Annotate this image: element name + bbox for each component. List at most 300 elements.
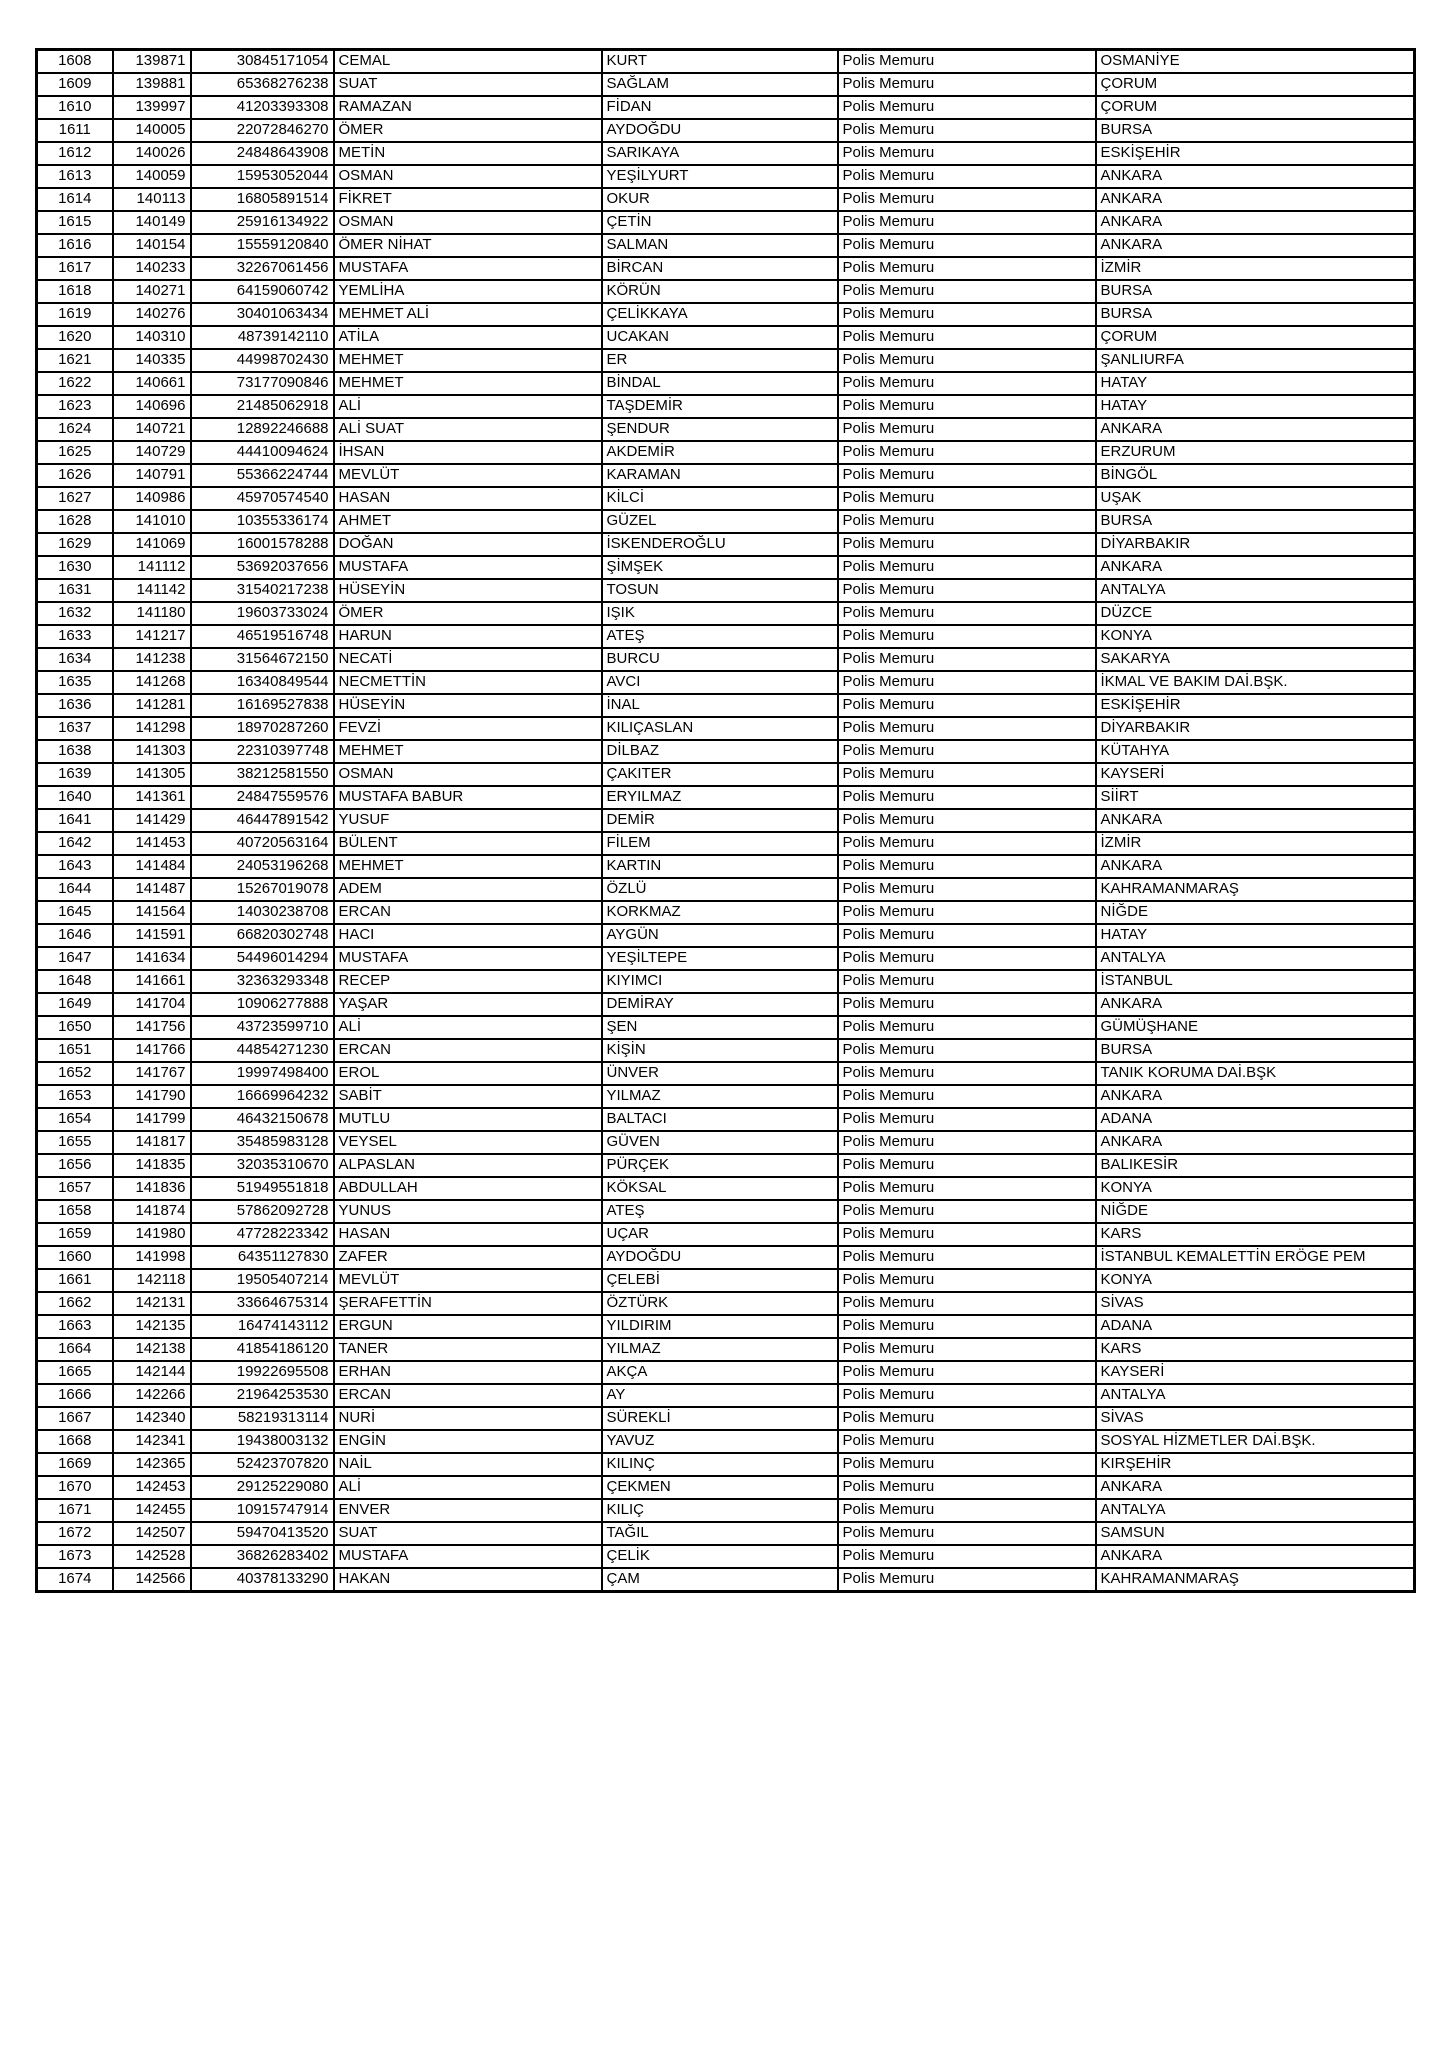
table-row — [37, 211, 1415, 234]
cell-last-name: AYDOĞDU — [602, 1246, 838, 1269]
table-row — [37, 602, 1415, 625]
cell-national-id: 44410094624 — [191, 441, 334, 464]
cell-national-id: 36826283402 — [191, 1545, 334, 1568]
cell-title: Polis Memuru — [838, 395, 1096, 418]
cell-registry-no: 141487 — [113, 878, 191, 901]
cell-title: Polis Memuru — [838, 648, 1096, 671]
cell-sequence-no: 1637 — [37, 717, 113, 740]
cell-city: OSMANİYE — [1096, 50, 1415, 74]
cell-registry-no: 141238 — [113, 648, 191, 671]
cell-last-name: GÜVEN — [602, 1131, 838, 1154]
cell-title: Polis Memuru — [838, 234, 1096, 257]
cell-title: Polis Memuru — [838, 1453, 1096, 1476]
cell-last-name: AVCI — [602, 671, 838, 694]
cell-last-name: ATEŞ — [602, 1200, 838, 1223]
cell-national-id: 16001578288 — [191, 533, 334, 556]
cell-city: ANKARA — [1096, 234, 1415, 257]
cell-sequence-no: 1659 — [37, 1223, 113, 1246]
cell-registry-no: 141453 — [113, 832, 191, 855]
cell-last-name: YEŞİLYURT — [602, 165, 838, 188]
cell-registry-no: 142118 — [113, 1269, 191, 1292]
cell-registry-no: 140696 — [113, 395, 191, 418]
cell-sequence-no: 1633 — [37, 625, 113, 648]
cell-city: ANKARA — [1096, 165, 1415, 188]
cell-title: Polis Memuru — [838, 326, 1096, 349]
cell-city: ÇORUM — [1096, 326, 1415, 349]
cell-title: Polis Memuru — [838, 671, 1096, 694]
cell-first-name: HASAN — [334, 487, 602, 510]
cell-title: Polis Memuru — [838, 119, 1096, 142]
cell-city: HATAY — [1096, 924, 1415, 947]
cell-last-name: FİDAN — [602, 96, 838, 119]
cell-last-name: SAĞLAM — [602, 73, 838, 96]
cell-sequence-no: 1669 — [37, 1453, 113, 1476]
cell-city: KAHRAMANMARAŞ — [1096, 878, 1415, 901]
table-row — [37, 970, 1415, 993]
cell-last-name: ÇAKITER — [602, 763, 838, 786]
cell-registry-no: 140729 — [113, 441, 191, 464]
cell-sequence-no: 1623 — [37, 395, 113, 418]
cell-national-id: 47728223342 — [191, 1223, 334, 1246]
cell-national-id: 29125229080 — [191, 1476, 334, 1499]
cell-first-name: HAKAN — [334, 1568, 602, 1592]
cell-first-name: MEHMET — [334, 349, 602, 372]
cell-national-id: 30845171054 — [191, 50, 334, 74]
cell-last-name: SARIKAYA — [602, 142, 838, 165]
cell-registry-no: 141661 — [113, 970, 191, 993]
table-row — [37, 464, 1415, 487]
cell-city: DİYARBAKIR — [1096, 533, 1415, 556]
cell-national-id: 16669964232 — [191, 1085, 334, 1108]
table-row — [37, 1499, 1415, 1522]
table-row — [37, 1315, 1415, 1338]
cell-national-id: 22310397748 — [191, 740, 334, 763]
cell-registry-no: 140986 — [113, 487, 191, 510]
cell-national-id: 24053196268 — [191, 855, 334, 878]
cell-last-name: TAŞDEMİR — [602, 395, 838, 418]
table-row — [37, 96, 1415, 119]
cell-first-name: ABDULLAH — [334, 1177, 602, 1200]
cell-city: DÜZCE — [1096, 602, 1415, 625]
cell-title: Polis Memuru — [838, 832, 1096, 855]
table-row — [37, 1522, 1415, 1545]
table-row — [37, 165, 1415, 188]
cell-sequence-no: 1647 — [37, 947, 113, 970]
cell-first-name: ÖMER — [334, 119, 602, 142]
cell-title: Polis Memuru — [838, 579, 1096, 602]
table-row — [37, 625, 1415, 648]
table-row — [37, 717, 1415, 740]
cell-city: HATAY — [1096, 395, 1415, 418]
cell-last-name: BURCU — [602, 648, 838, 671]
cell-last-name: KÖRÜN — [602, 280, 838, 303]
cell-registry-no: 142138 — [113, 1338, 191, 1361]
cell-sequence-no: 1620 — [37, 326, 113, 349]
cell-national-id: 12892246688 — [191, 418, 334, 441]
cell-first-name: MUSTAFA — [334, 947, 602, 970]
roster-table-body — [37, 50, 1415, 1592]
table-row — [37, 142, 1415, 165]
cell-sequence-no: 1657 — [37, 1177, 113, 1200]
cell-first-name: MEHMET ALİ — [334, 303, 602, 326]
table-row — [37, 1062, 1415, 1085]
table-row — [37, 1108, 1415, 1131]
cell-first-name: AHMET — [334, 510, 602, 533]
cell-last-name: TAĞIL — [602, 1522, 838, 1545]
table-row — [37, 280, 1415, 303]
table-row — [37, 671, 1415, 694]
table-row — [37, 533, 1415, 556]
cell-first-name: YEMLİHA — [334, 280, 602, 303]
cell-title: Polis Memuru — [838, 1016, 1096, 1039]
cell-city: ANKARA — [1096, 188, 1415, 211]
cell-first-name: MUSTAFA — [334, 257, 602, 280]
cell-registry-no: 141305 — [113, 763, 191, 786]
cell-sequence-no: 1625 — [37, 441, 113, 464]
cell-last-name: DEMİRAY — [602, 993, 838, 1016]
cell-sequence-no: 1663 — [37, 1315, 113, 1338]
table-row — [37, 901, 1415, 924]
cell-registry-no: 140791 — [113, 464, 191, 487]
cell-title: Polis Memuru — [838, 947, 1096, 970]
cell-last-name: ŞEN — [602, 1016, 838, 1039]
cell-last-name: YILDIRIM — [602, 1315, 838, 1338]
cell-title: Polis Memuru — [838, 1407, 1096, 1430]
cell-first-name: ENVER — [334, 1499, 602, 1522]
cell-title: Polis Memuru — [838, 740, 1096, 763]
cell-last-name: DİLBAZ — [602, 740, 838, 763]
cell-national-id: 25916134922 — [191, 211, 334, 234]
cell-last-name: ERYILMAZ — [602, 786, 838, 809]
cell-city: İZMİR — [1096, 832, 1415, 855]
cell-last-name: ÖZTÜRK — [602, 1292, 838, 1315]
cell-registry-no: 141564 — [113, 901, 191, 924]
cell-registry-no: 141835 — [113, 1154, 191, 1177]
cell-title: Polis Memuru — [838, 878, 1096, 901]
cell-national-id: 66820302748 — [191, 924, 334, 947]
cell-last-name: KARTIN — [602, 855, 838, 878]
cell-sequence-no: 1622 — [37, 372, 113, 395]
table-row — [37, 1269, 1415, 1292]
cell-first-name: DOĞAN — [334, 533, 602, 556]
cell-sequence-no: 1658 — [37, 1200, 113, 1223]
table-row — [37, 234, 1415, 257]
cell-registry-no: 141112 — [113, 556, 191, 579]
cell-city: KIRŞEHİR — [1096, 1453, 1415, 1476]
cell-national-id: 30401063434 — [191, 303, 334, 326]
cell-city: SOSYAL HİZMETLER DAİ.BŞK. — [1096, 1430, 1415, 1453]
cell-title: Polis Memuru — [838, 1522, 1096, 1545]
cell-city: ANKARA — [1096, 993, 1415, 1016]
cell-last-name: ÇEKMEN — [602, 1476, 838, 1499]
cell-registry-no: 141766 — [113, 1039, 191, 1062]
cell-city: ADANA — [1096, 1315, 1415, 1338]
cell-first-name: MUTLU — [334, 1108, 602, 1131]
cell-first-name: FİKRET — [334, 188, 602, 211]
cell-title: Polis Memuru — [838, 1062, 1096, 1085]
cell-national-id: 41854186120 — [191, 1338, 334, 1361]
table-row — [37, 1292, 1415, 1315]
cell-last-name: UCAKAN — [602, 326, 838, 349]
cell-title: Polis Memuru — [838, 1384, 1096, 1407]
cell-national-id: 16805891514 — [191, 188, 334, 211]
cell-national-id: 59470413520 — [191, 1522, 334, 1545]
cell-title: Polis Memuru — [838, 96, 1096, 119]
cell-last-name: YEŞİLTEPE — [602, 947, 838, 970]
cell-city: DİYARBAKIR — [1096, 717, 1415, 740]
cell-national-id: 53692037656 — [191, 556, 334, 579]
cell-first-name: RAMAZAN — [334, 96, 602, 119]
cell-national-id: 44854271230 — [191, 1039, 334, 1062]
cell-registry-no: 142131 — [113, 1292, 191, 1315]
table-row — [37, 809, 1415, 832]
cell-city: GÜMÜŞHANE — [1096, 1016, 1415, 1039]
cell-sequence-no: 1624 — [37, 418, 113, 441]
cell-title: Polis Memuru — [838, 280, 1096, 303]
cell-title: Polis Memuru — [838, 1499, 1096, 1522]
cell-title: Polis Memuru — [838, 602, 1096, 625]
cell-national-id: 15267019078 — [191, 878, 334, 901]
cell-last-name: IŞIK — [602, 602, 838, 625]
cell-city: ANKARA — [1096, 809, 1415, 832]
cell-city: KONYA — [1096, 1177, 1415, 1200]
cell-registry-no: 142453 — [113, 1476, 191, 1499]
cell-last-name: ŞENDUR — [602, 418, 838, 441]
cell-first-name: OSMAN — [334, 211, 602, 234]
cell-national-id: 18970287260 — [191, 717, 334, 740]
cell-city: SİİRT — [1096, 786, 1415, 809]
cell-city: ANKARA — [1096, 1476, 1415, 1499]
table-row — [37, 832, 1415, 855]
cell-last-name: KİŞİN — [602, 1039, 838, 1062]
cell-last-name: SÜREKLİ — [602, 1407, 838, 1430]
cell-city: ÇORUM — [1096, 73, 1415, 96]
cell-title: Polis Memuru — [838, 993, 1096, 1016]
table-row — [37, 73, 1415, 96]
cell-sequence-no: 1630 — [37, 556, 113, 579]
cell-sequence-no: 1644 — [37, 878, 113, 901]
cell-last-name: OKUR — [602, 188, 838, 211]
cell-first-name: MEHMET — [334, 740, 602, 763]
cell-sequence-no: 1651 — [37, 1039, 113, 1062]
cell-title: Polis Memuru — [838, 165, 1096, 188]
cell-last-name: KILIÇ — [602, 1499, 838, 1522]
cell-title: Polis Memuru — [838, 1568, 1096, 1592]
cell-national-id: 46447891542 — [191, 809, 334, 832]
cell-first-name: ALİ — [334, 1476, 602, 1499]
cell-national-id: 44998702430 — [191, 349, 334, 372]
cell-first-name: OSMAN — [334, 763, 602, 786]
cell-sequence-no: 1648 — [37, 970, 113, 993]
cell-registry-no: 141142 — [113, 579, 191, 602]
cell-last-name: DEMİR — [602, 809, 838, 832]
table-row — [37, 1154, 1415, 1177]
cell-sequence-no: 1610 — [37, 96, 113, 119]
table-row — [37, 372, 1415, 395]
table-row — [37, 648, 1415, 671]
cell-city: ANKARA — [1096, 1085, 1415, 1108]
cell-national-id: 19505407214 — [191, 1269, 334, 1292]
cell-first-name: NECATİ — [334, 648, 602, 671]
table-row — [37, 119, 1415, 142]
table-row — [37, 303, 1415, 326]
cell-sequence-no: 1671 — [37, 1499, 113, 1522]
cell-title: Polis Memuru — [838, 694, 1096, 717]
cell-first-name: MEHMET — [334, 855, 602, 878]
cell-sequence-no: 1667 — [37, 1407, 113, 1430]
table-row — [37, 1016, 1415, 1039]
cell-national-id: 10906277888 — [191, 993, 334, 1016]
cell-sequence-no: 1641 — [37, 809, 113, 832]
cell-sequence-no: 1635 — [37, 671, 113, 694]
cell-title: Polis Memuru — [838, 1223, 1096, 1246]
cell-last-name: KILINÇ — [602, 1453, 838, 1476]
table-row — [37, 924, 1415, 947]
cell-national-id: 32363293348 — [191, 970, 334, 993]
cell-first-name: ÖMER — [334, 602, 602, 625]
cell-national-id: 31564672150 — [191, 648, 334, 671]
cell-registry-no: 140154 — [113, 234, 191, 257]
cell-national-id: 48739142110 — [191, 326, 334, 349]
table-row — [37, 510, 1415, 533]
cell-city: ANKARA — [1096, 211, 1415, 234]
cell-first-name: ALİ SUAT — [334, 418, 602, 441]
cell-last-name: BALTACI — [602, 1108, 838, 1131]
cell-registry-no: 142266 — [113, 1384, 191, 1407]
table-row — [37, 763, 1415, 786]
cell-sequence-no: 1660 — [37, 1246, 113, 1269]
cell-registry-no: 141217 — [113, 625, 191, 648]
cell-title: Polis Memuru — [838, 1315, 1096, 1338]
table-row — [37, 855, 1415, 878]
table-row — [37, 694, 1415, 717]
table-row — [37, 556, 1415, 579]
cell-registry-no: 141010 — [113, 510, 191, 533]
cell-registry-no: 140335 — [113, 349, 191, 372]
cell-national-id: 40378133290 — [191, 1568, 334, 1592]
cell-national-id: 46519516748 — [191, 625, 334, 648]
cell-first-name: ŞERAFETTİN — [334, 1292, 602, 1315]
cell-sequence-no: 1650 — [37, 1016, 113, 1039]
table-row — [37, 1177, 1415, 1200]
cell-first-name: MEVLÜT — [334, 1269, 602, 1292]
cell-city: ESKİŞEHİR — [1096, 142, 1415, 165]
cell-sequence-no: 1615 — [37, 211, 113, 234]
cell-national-id: 21485062918 — [191, 395, 334, 418]
cell-last-name: ÖZLÜ — [602, 878, 838, 901]
cell-registry-no: 141361 — [113, 786, 191, 809]
cell-sequence-no: 1614 — [37, 188, 113, 211]
cell-registry-no: 141281 — [113, 694, 191, 717]
cell-registry-no: 141484 — [113, 855, 191, 878]
cell-national-id: 64159060742 — [191, 280, 334, 303]
cell-national-id: 15953052044 — [191, 165, 334, 188]
cell-city: SAMSUN — [1096, 1522, 1415, 1545]
cell-sequence-no: 1673 — [37, 1545, 113, 1568]
cell-registry-no: 141429 — [113, 809, 191, 832]
cell-city: BURSA — [1096, 119, 1415, 142]
cell-first-name: CEMAL — [334, 50, 602, 74]
cell-title: Polis Memuru — [838, 257, 1096, 280]
cell-registry-no: 141303 — [113, 740, 191, 763]
cell-sequence-no: 1664 — [37, 1338, 113, 1361]
cell-sequence-no: 1662 — [37, 1292, 113, 1315]
cell-title: Polis Memuru — [838, 625, 1096, 648]
cell-city: ANTALYA — [1096, 1384, 1415, 1407]
cell-city: BİNGÖL — [1096, 464, 1415, 487]
cell-title: Polis Memuru — [838, 464, 1096, 487]
cell-first-name: RECEP — [334, 970, 602, 993]
cell-sequence-no: 1640 — [37, 786, 113, 809]
cell-sequence-no: 1666 — [37, 1384, 113, 1407]
cell-first-name: SUAT — [334, 1522, 602, 1545]
cell-sequence-no: 1617 — [37, 257, 113, 280]
cell-city: İSTANBUL — [1096, 970, 1415, 993]
cell-sequence-no: 1670 — [37, 1476, 113, 1499]
cell-sequence-no: 1656 — [37, 1154, 113, 1177]
cell-registry-no: 141268 — [113, 671, 191, 694]
cell-registry-no: 142135 — [113, 1315, 191, 1338]
cell-first-name: YUSUF — [334, 809, 602, 832]
cell-title: Polis Memuru — [838, 1430, 1096, 1453]
cell-city: ŞANLIURFA — [1096, 349, 1415, 372]
cell-city: ANKARA — [1096, 418, 1415, 441]
cell-city: KÜTAHYA — [1096, 740, 1415, 763]
cell-first-name: HACI — [334, 924, 602, 947]
cell-registry-no: 139881 — [113, 73, 191, 96]
cell-first-name: MEVLÜT — [334, 464, 602, 487]
cell-title: Polis Memuru — [838, 1545, 1096, 1568]
cell-city: ESKİŞEHİR — [1096, 694, 1415, 717]
cell-national-id: 46432150678 — [191, 1108, 334, 1131]
cell-city: ANKARA — [1096, 1131, 1415, 1154]
cell-city: ANKARA — [1096, 855, 1415, 878]
cell-first-name: MUSTAFA BABUR — [334, 786, 602, 809]
cell-national-id: 38212581550 — [191, 763, 334, 786]
cell-last-name: ÇAM — [602, 1568, 838, 1592]
cell-national-id: 16169527838 — [191, 694, 334, 717]
cell-last-name: PÜRÇEK — [602, 1154, 838, 1177]
cell-registry-no: 141874 — [113, 1200, 191, 1223]
cell-title: Polis Memuru — [838, 1108, 1096, 1131]
cell-first-name: MUSTAFA — [334, 1545, 602, 1568]
table-row — [37, 395, 1415, 418]
cell-national-id: 43723599710 — [191, 1016, 334, 1039]
cell-national-id: 73177090846 — [191, 372, 334, 395]
table-row — [37, 349, 1415, 372]
cell-first-name: ERCAN — [334, 901, 602, 924]
cell-title: Polis Memuru — [838, 1338, 1096, 1361]
cell-sequence-no: 1672 — [37, 1522, 113, 1545]
cell-first-name: ÖMER NİHAT — [334, 234, 602, 257]
cell-title: Polis Memuru — [838, 1269, 1096, 1292]
cell-title: Polis Memuru — [838, 924, 1096, 947]
cell-city: İKMAL VE BAKIM DAİ.BŞK. — [1096, 671, 1415, 694]
cell-sequence-no: 1642 — [37, 832, 113, 855]
cell-title: Polis Memuru — [838, 303, 1096, 326]
cell-sequence-no: 1619 — [37, 303, 113, 326]
cell-last-name: AY — [602, 1384, 838, 1407]
table-row — [37, 1338, 1415, 1361]
cell-registry-no: 140310 — [113, 326, 191, 349]
cell-city: ANTALYA — [1096, 1499, 1415, 1522]
cell-last-name: SALMAN — [602, 234, 838, 257]
cell-registry-no: 141634 — [113, 947, 191, 970]
cell-sequence-no: 1643 — [37, 855, 113, 878]
cell-sequence-no: 1653 — [37, 1085, 113, 1108]
table-row — [37, 1361, 1415, 1384]
table-row — [37, 1131, 1415, 1154]
